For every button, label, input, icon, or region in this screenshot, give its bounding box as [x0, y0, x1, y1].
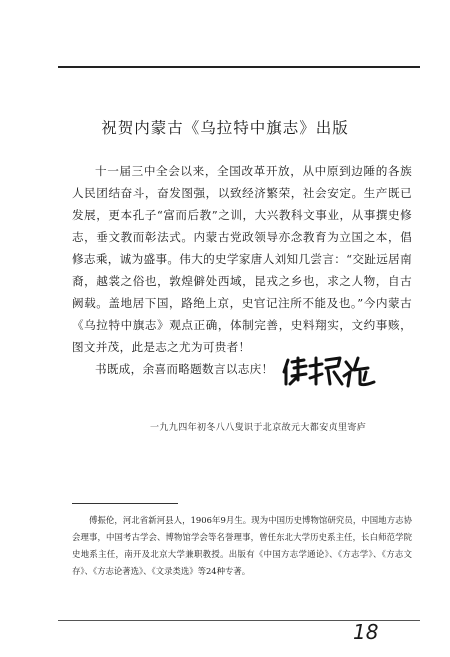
page-title: 祝贺内蒙古《乌拉特中旗志》出版	[101, 119, 349, 137]
footnote-rule	[72, 503, 178, 504]
footnote-text: 傅振伦，河北省新河县人，1906年9月生。现为中国历史博物馆研究员，中国地方志协会理事，中国考古学会、博物馆学会等名誉理事，曾任东北大学历史系主任，长白师范学院史地系主任，南开及北京大学兼职教授。出版有《中国方志学通论》、《方志学》、《方志文存》、《方志论著选》、《文录类选》等24种专著。	[72, 515, 412, 576]
dateline: 一九九四年初冬八八叟识于北京故元大都安贞里寄庐	[150, 423, 367, 433]
top-rule	[58, 66, 420, 68]
body-paragraph: 十一届三中全会以来，全国改革开放，从中原到边陲的各族人民团结奋斗，奋发图强，以致经济繁荣，社会安定。生产既已发展，更本孔子“富而后教”之训，大兴教科文事业，从事撰史修志，垂文教而彰法式。内蒙古党政领导亦念教育为立国之本，倡修志乘，诚为盛事。伟大的史学家唐人刘知几尝言：“交趾远居南裔，越裳之俗也，敦煌僻处西域，昆戎之乡也，求之人物，自古阙载。盖地居下国，路绝上京，史官记注所不能及也。”今内蒙古《乌拉特中旗志》观点正确，体制完善，史料翔实，文约事赅，图文并茂，此是志之尤为可贵者！	[72, 164, 412, 354]
body-text	[72, 160, 412, 380]
footnote	[72, 512, 412, 580]
signature-image	[280, 350, 380, 392]
body-paragraph: 书既成，余喜而略题数言以志庆！	[95, 362, 274, 376]
page-number: 18	[353, 620, 379, 644]
handwritten-signature	[280, 350, 380, 392]
